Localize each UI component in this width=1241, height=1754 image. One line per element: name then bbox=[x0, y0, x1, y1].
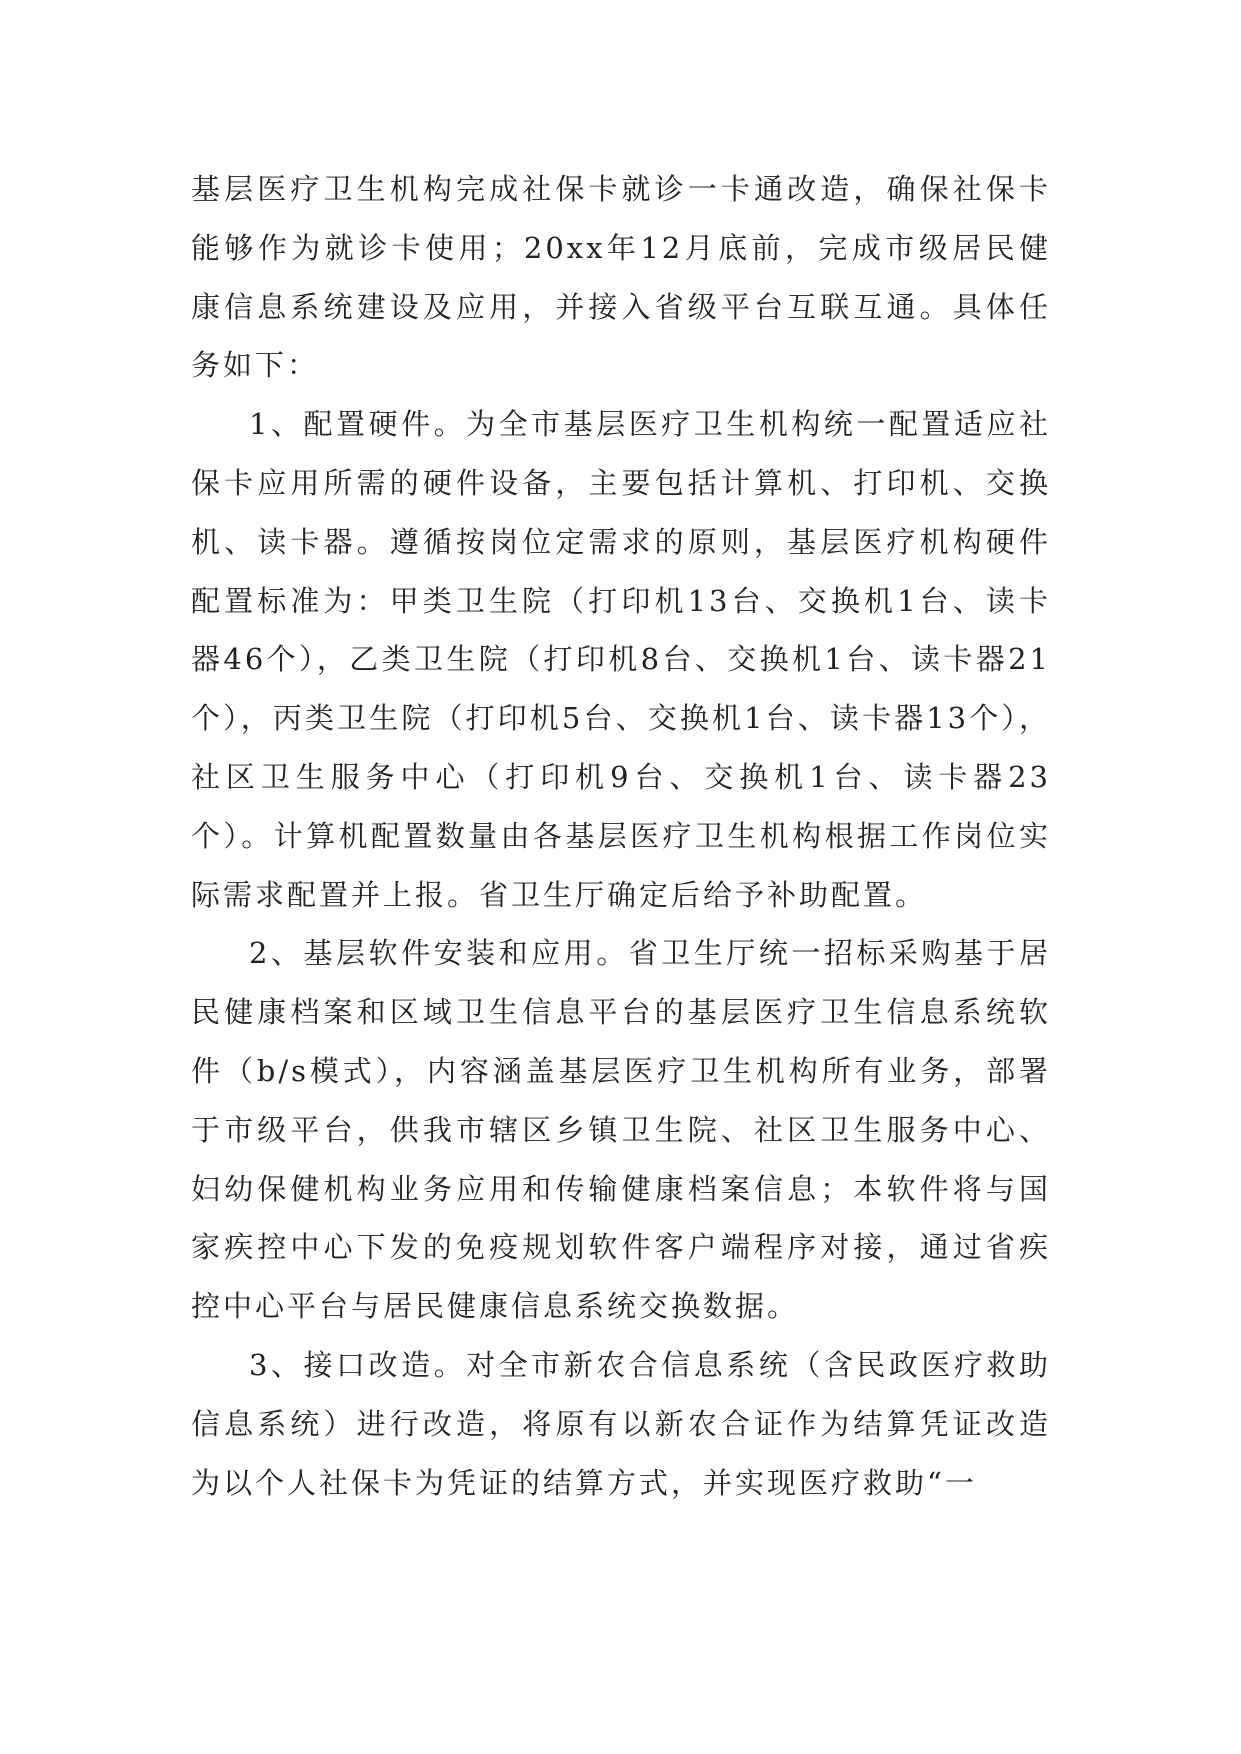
paragraph-interface-upgrade: 3、接口改造。对全市新农合信息系统（含民政医疗救助信息系统）进行改造，将原有以新农合证作为结算凭证改造为以个人社保卡为凭证的结算方式，并实现医疗救助“一 bbox=[191, 1347, 1051, 1500]
paragraph-software-installation: 2、基层软件安装和应用。省卫生厅统一招标采购基于居民健康档案和区域卫生信息平台的基层医疗卫生信息系统软件（b/s模式），内容涵盖基层医疗卫生机构所有业务，部署于市级平台，供我市辖区乡镇卫生院、社区卫生服务中心、妇幼保健机构业务应用和传输健康档案信息；本软件将与国家疾控中心下发的免疫规划软件客户端程序对接，通过省疾控中心平台与居民健康信息系统交换数据。 bbox=[191, 936, 1051, 1324]
paragraph-configure-hardware: 1、配置硬件。为全市基层医疗卫生机构统一配置适应社保卡应用所需的硬件设备，主要包括计算机、打印机、交换机、读卡器。遵循按岗位定需求的原则，基层医疗机构硬件配置标准为：甲类卫生院（打印机13台、交换机1台、读卡器46个），乙类卫生院（打印机8台、交换机1台、读卡器21个），丙类卫生院（打印机5台、交换机1台、读卡器13个），社区卫生服务中心（打印机9台、交换机1台、读卡器23个）。计算机配置数量由各基层医疗卫生机构根据工作岗位实际需求配置并上报。省卫生厅确定后给予补助配置。 bbox=[191, 407, 1051, 912]
document-body bbox=[191, 160, 1051, 1512]
paragraph-continuation: 基层医疗卫生机构完成社保卡就诊一卡通改造，确保社保卡能够作为就诊卡使用；20xx年12月底前，完成市级居民健康信息系统建设及应用，并接入省级平台互联互通。具体任务如下： bbox=[191, 172, 1051, 383]
